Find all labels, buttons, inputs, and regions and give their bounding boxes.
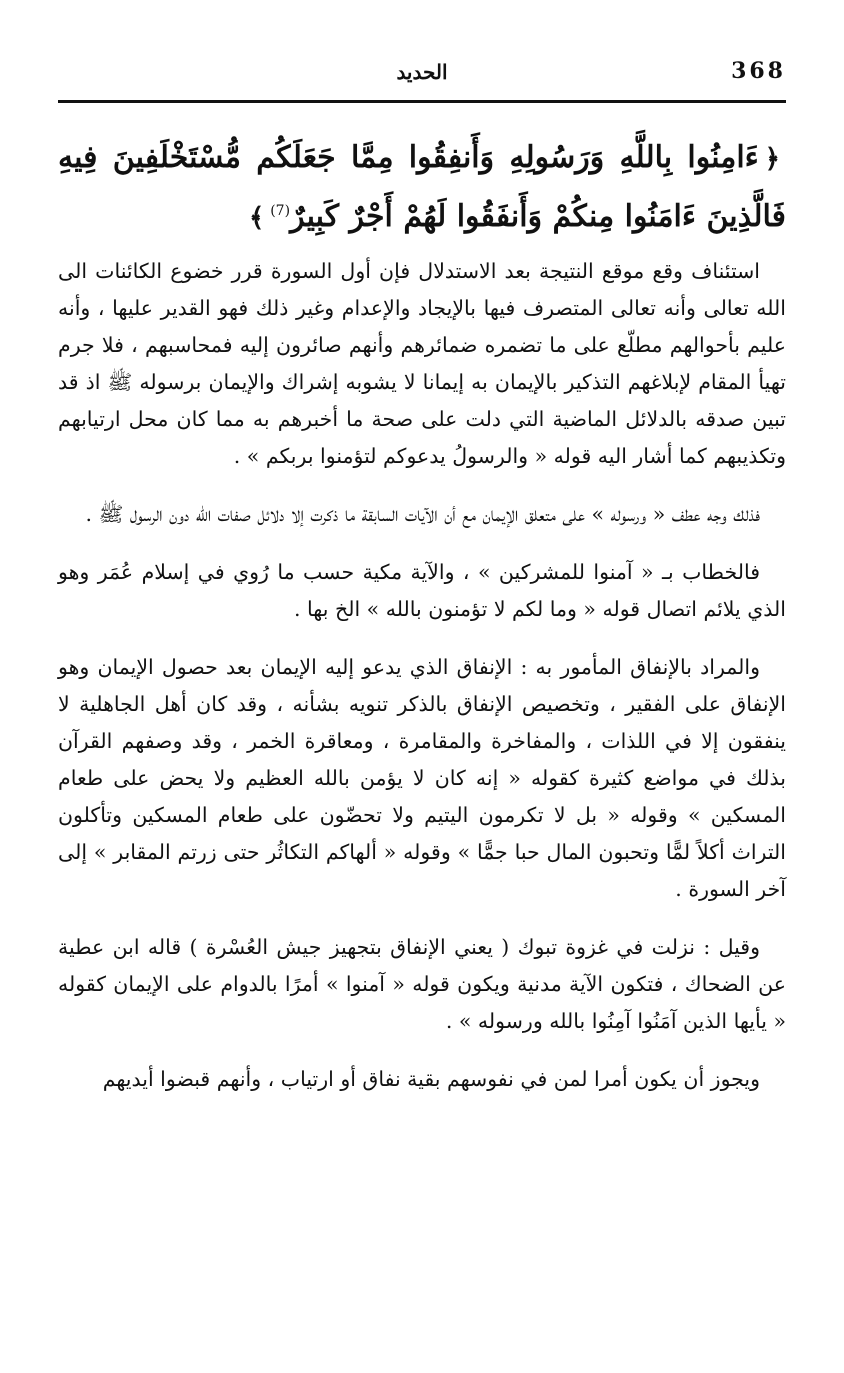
paragraph: وقيل : نزلت في غزوة تبوك ( يعني الإنفاق بتجهيز جيش العُسْرة ) قاله ابن عطية عن الضحاك ، فتكون الآية مدنية ويكون قوله « آمنوا » أمرًا بالدوام على الإيمان كقوله « يأيها الذين آمَنُوا آمِنُوا بالله ورسوله » .	[58, 935, 786, 1033]
paragraph: فذلك وجه عطف « ورسوله » على متعلق الإيمان مع أن الآيات السابقة ما ذكرت إلا دلائل صفات الله دون الرسول ﷺ .	[85, 502, 760, 526]
page-header	[58, 58, 786, 98]
header-rule	[58, 100, 786, 103]
paragraph: والمراد بالإنفاق المأمور به : الإنفاق الذي يدعو إليه الإيمان بعد حصول الإيمان وهو الإنفاق على الفقير ، وتخصيص الإنفاق بالذكر تنويه بشأنه ، وقد كان أهل الجاهلية لا ينفقون إلا في اللذات ، والمفاخرة والمقامرة ، ومعاقرة الخمر ، وقد وصفهم القرآن بذلك في مواضع كثيرة كقوله « إنه كان لا يؤمن بالله العظيم ولا يحض على طعام المسكين » وقوله « بل لا تكرمون اليتيم ولا تحضّون على طعام المسكين وتأكلون التراث أكلاً لمًّا وتحبون المال حبا جمًّا » وقوله « ألهاكم التكاثُر حتى زرتم المقابر » إلى آخر السورة .	[58, 655, 786, 901]
quran-verse	[58, 132, 786, 244]
verse-text: ءَامِنُوا بِاللَّهِ وَرَسُولِهِ وَأَنفِقُوا مِمَّا جَعَلَكُم مُّسْتَخْلَفِينَ فِيهِ فَالَّذِينَ ءَامَنُوا مِنكُمْ وَأَنفَقُوا لَهُمْ أَجْرٌ كَبِيرٌ	[58, 140, 786, 234]
running-title: الحديد	[396, 60, 448, 84]
page-number: 368	[731, 58, 786, 84]
commentary-body	[58, 253, 786, 1119]
paragraph: ويجوز أن يكون أمرا لمن في نفوسهم بقية نفاق أو ارتياب ، وأنهم قبضوا أيديهم	[102, 1067, 760, 1091]
verse-open-ornament: ﴿	[764, 144, 780, 174]
verse-close-ornament: ﴾	[248, 203, 265, 233]
verse-number: (7)	[270, 203, 291, 219]
paragraph: استئناف وقع موقع النتيجة بعد الاستدلال فإن أول السورة قرر خضوع الكائنات الى الله تعالى وأنه تعالى المتصرف فيها بالإيجاد والإعدام وغير ذلك فهو القدير عليها ، وأنه عليم بأحوالهم مطلّع على ما تضمره ضمائرهم وأنهم صائرون إليه فمحاسبهم ، فلا جرم تهيأ المقام لإبلاغهم التذكير بالإيمان به إيمانا لا يشوبه إشراك والإيمان برسوله ﷺ اذ قد تبين صدقه بالدلائل الماضية التي دلت على صحة ما أخبرهم به مما كان محل ارتيابهم وتكذيبهم كما أشار اليه قوله « والرسولُ يدعوكم لتؤمنوا بربكم » .	[58, 259, 786, 468]
paragraph: فالخطاب بـ « آمنوا للمشركين » ، والآية مكية حسب ما رُوي في إسلام عُمَر وهو الذي يلائم اتصال قوله « وما لكم لا تؤمنون بالله » الخ بها .	[58, 560, 786, 621]
